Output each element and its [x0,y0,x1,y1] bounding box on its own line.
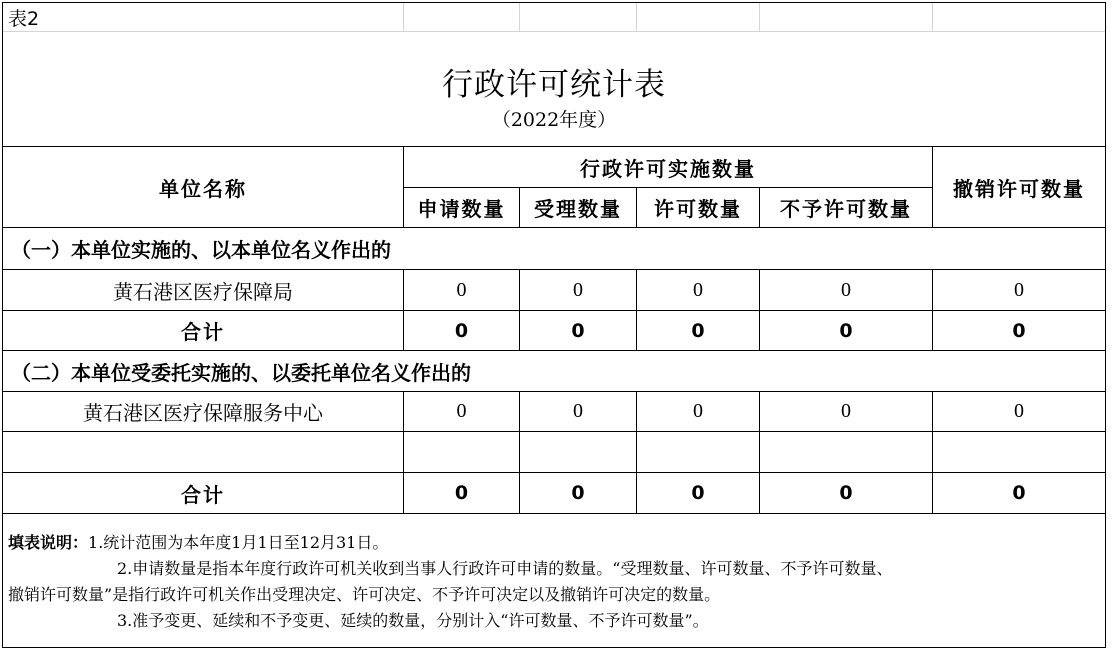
notes-line-1 [8,530,388,553]
total-apply-cell: 0 [454,482,469,504]
gridline [759,3,760,31]
total-apply-cell: 0 [454,319,469,342]
revoke-count-cell: 0 [1014,400,1024,422]
unit-name-cell: 黄石港区医疗保障服务中心 [83,401,323,425]
table-border [2,513,1106,514]
accept-count-cell: 0 [573,278,583,301]
table-border [2,431,1106,432]
total-deny-cell: 0 [839,482,853,504]
gridline [636,3,637,31]
section-label: （一）本单位实施的、以本单位名义作出的 [11,238,391,262]
header-unit-name: 单位名称 [159,176,247,201]
total-revoke-cell: 0 [1012,482,1026,504]
header-permit-count: 许可数量 [654,197,742,221]
permit-count-cell: 0 [693,400,703,422]
deny-count-cell: 0 [841,278,851,301]
page-subtitle: （2022年度） [491,108,617,131]
header-accept-count: 受理数量 [534,197,622,221]
header-deny-count: 不予许可数量 [780,197,912,221]
sheet-tag: 表2 [8,7,40,30]
apply-count-cell: 0 [456,278,467,301]
gridline [3,31,1105,32]
notes-line-4: 3.准予变更、延续和不予变更、延续的数量，分别计入“许可数量、不予许可数量”。 [117,611,709,630]
header-apply-count: 申请数量 [417,197,506,221]
notes-line-3: 撤销许可数量”是指行政许可机关作出受理决定、许可决定、不予许可决定以及撤销许可决定的数量。 [8,585,721,604]
page-title: 行政许可统计表 [442,66,666,103]
header-revoke-count: 撤销许可数量 [953,176,1085,201]
total-accept-cell: 0 [571,482,585,504]
permit-count-cell: 0 [693,278,703,301]
total-revoke-cell: 0 [1012,319,1026,342]
notes-text-1: 1.统计范围为本年度1月1日至12月31日。 [88,533,389,552]
total-permit-cell: 0 [691,319,705,342]
total-permit-cell: 0 [691,482,705,504]
accept-count-cell: 0 [573,400,583,422]
notes-line-2: 2.申请数量是指本年度行政许可机关收到当事人行政许可申请的数量。“受理数量、许可数量、不予许可数量、 [117,559,893,578]
section-label: （二）本单位受委托实施的、以委托单位名义作出的 [11,360,471,385]
total-accept-cell: 0 [571,319,585,342]
total-deny-cell: 0 [839,319,853,342]
revoke-count-cell: 0 [1014,278,1024,301]
unit-name-cell: 黄石港区医疗保障局 [113,279,293,304]
apply-count-cell: 0 [456,400,467,422]
gridline [932,3,933,31]
gridline [519,3,520,31]
total-label: 合计 [181,482,225,507]
header-implementation-group: 行政许可实施数量 [580,156,756,181]
gridline [403,3,404,31]
deny-count-cell: 0 [841,400,851,422]
notes-label: 填表说明： [8,533,89,552]
total-label: 合计 [181,320,225,344]
